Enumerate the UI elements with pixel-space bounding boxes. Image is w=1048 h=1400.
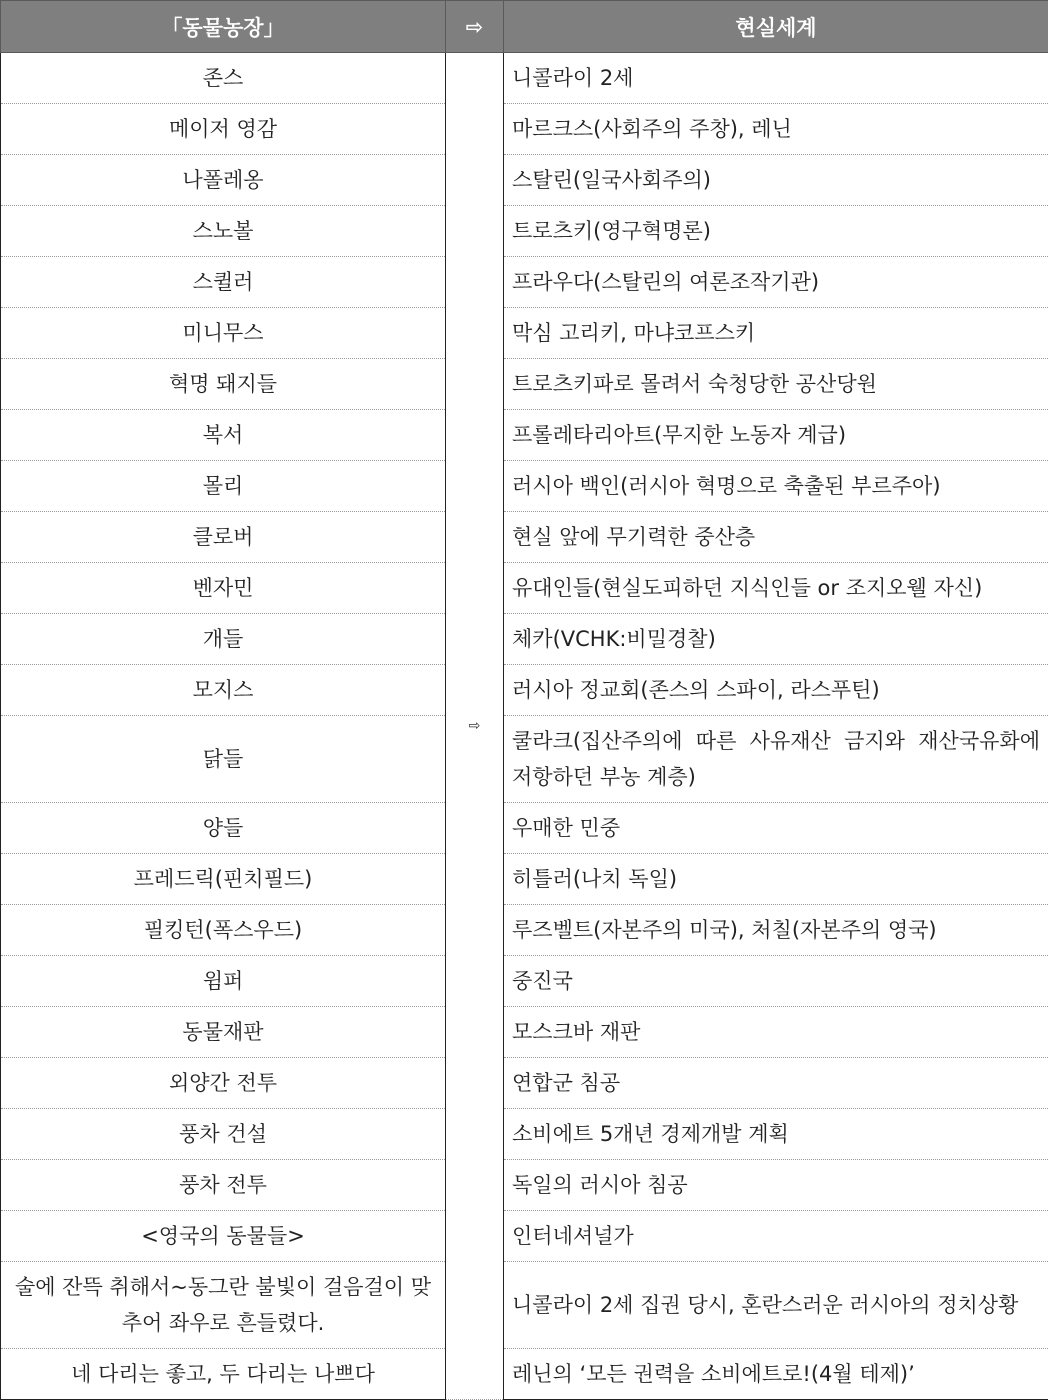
table-row <box>1 1109 1048 1160</box>
cell-real-world: 니콜라이 2세 <box>504 53 1048 104</box>
table-row <box>1 104 1048 155</box>
cell-real-world: 러시아 백인(러시아 혁명으로 축출된 부르주아) <box>504 461 1048 512</box>
table-row <box>1 1349 1048 1400</box>
table-row <box>1 461 1048 512</box>
table-row <box>1 1211 1048 1262</box>
cell-real-world: 트로츠키(영구혁명론) <box>504 206 1048 257</box>
table-row <box>1 1007 1048 1058</box>
cell-animal-farm: 메이저 영감 <box>1 104 446 155</box>
table-row <box>1 803 1048 854</box>
table-row <box>1 1262 1048 1349</box>
cell-real-world: 니콜라이 2세 집권 당시, 혼란스러운 러시아의 정치상황 <box>504 1262 1048 1349</box>
cell-real-world: 쿨라크(집산주의에 따른 사유재산 금지와 재산국유화에 저항하던 부농 계층) <box>504 716 1048 803</box>
right-arrow-icon: ⇨ <box>469 708 481 744</box>
cell-real-world: 현실 앞에 무기력한 중산층 <box>504 512 1048 563</box>
arrow-column <box>446 53 504 1400</box>
cell-animal-farm: 양들 <box>1 803 446 854</box>
cell-animal-farm: 존스 <box>1 53 446 104</box>
cell-animal-farm: 동물재판 <box>1 1007 446 1058</box>
header-animal-farm: 「동물농장」 <box>1 1 446 53</box>
cell-animal-farm: 스노볼 <box>1 206 446 257</box>
cell-animal-farm: 미니무스 <box>1 308 446 359</box>
table-row <box>1 614 1048 665</box>
cell-real-world: 레닌의 ‘모든 권력을 소비에트로!(4월 테제)’ <box>504 1349 1048 1400</box>
table-row <box>1 410 1048 461</box>
cell-real-world: 연합군 침공 <box>504 1058 1048 1109</box>
cell-animal-farm: 외양간 전투 <box>1 1058 446 1109</box>
cell-animal-farm: 스퀼러 <box>1 257 446 308</box>
table-row <box>1 53 1048 104</box>
table-row <box>1 905 1048 956</box>
cell-animal-farm: 술에 잔뜩 취해서~동그란 불빛이 걸음걸이 맞추어 좌우로 흔들렸다. <box>1 1262 446 1349</box>
table-row <box>1 1058 1048 1109</box>
cell-real-world: 체카(VCHK:비밀경찰) <box>504 614 1048 665</box>
cell-animal-farm: 나폴레옹 <box>1 155 446 206</box>
cell-real-world: 히틀러(나치 독일) <box>504 854 1048 905</box>
cell-real-world: 스탈린(일국사회주의) <box>504 155 1048 206</box>
cell-real-world: 소비에트 5개년 경제개발 계획 <box>504 1109 1048 1160</box>
table-row <box>1 359 1048 410</box>
cell-animal-farm: 닭들 <box>1 716 446 803</box>
cell-animal-farm: 복서 <box>1 410 446 461</box>
cell-animal-farm: 네 다리는 좋고, 두 다리는 나쁘다 <box>1 1349 446 1400</box>
cell-animal-farm: 개들 <box>1 614 446 665</box>
cell-real-world: 프롤레타리아트(무지한 노동자 계급) <box>504 410 1048 461</box>
table-row <box>1 563 1048 614</box>
cell-real-world: 독일의 러시아 침공 <box>504 1160 1048 1211</box>
cell-animal-farm: 모지스 <box>1 665 446 716</box>
table-row <box>1 665 1048 716</box>
cell-animal-farm: 필킹턴(폭스우드) <box>1 905 446 956</box>
cell-real-world: 트로츠키파로 몰려서 숙청당한 공산당원 <box>504 359 1048 410</box>
cell-real-world: 루즈벨트(자본주의 미국), 처칠(자본주의 영국) <box>504 905 1048 956</box>
cell-real-world: 마르크스(사회주의 주창), 레닌 <box>504 104 1048 155</box>
cell-real-world: 모스크바 재판 <box>504 1007 1048 1058</box>
cell-real-world: 러시아 정교회(존스의 스파이, 라스푸틴) <box>504 665 1048 716</box>
cell-animal-farm: 벤자민 <box>1 563 446 614</box>
table-row <box>1 854 1048 905</box>
table-row <box>1 257 1048 308</box>
header-arrow-icon: ⇨ <box>446 1 504 53</box>
cell-animal-farm: 몰리 <box>1 461 446 512</box>
table-row <box>1 716 1048 803</box>
cell-animal-farm: 풍차 건설 <box>1 1109 446 1160</box>
cell-animal-farm: 혁명 돼지들 <box>1 359 446 410</box>
table-row <box>1 155 1048 206</box>
cell-real-world: 프라우다(스탈린의 여론조작기관) <box>504 257 1048 308</box>
cell-animal-farm: 프레드릭(핀치필드) <box>1 854 446 905</box>
cell-real-world: 우매한 민중 <box>504 803 1048 854</box>
cell-animal-farm: 풍차 전투 <box>1 1160 446 1211</box>
cell-real-world: 막심 고리키, 마냐코프스키 <box>504 308 1048 359</box>
header-real-world: 현실세계 <box>504 1 1048 53</box>
cell-animal-farm: <영국의 동물들> <box>1 1211 446 1262</box>
table-row <box>1 512 1048 563</box>
table-row <box>1 1160 1048 1211</box>
table-row <box>1 308 1048 359</box>
cell-animal-farm: 윔퍼 <box>1 956 446 1007</box>
table-row <box>1 956 1048 1007</box>
cell-real-world: 중진국 <box>504 956 1048 1007</box>
cell-animal-farm: 클로버 <box>1 512 446 563</box>
header-row <box>1 1 1048 53</box>
cell-real-world: 유대인들(현실도피하던 지식인들 or 조지오웰 자신) <box>504 563 1048 614</box>
table-row <box>1 206 1048 257</box>
cell-real-world: 인터네셔널가 <box>504 1211 1048 1262</box>
